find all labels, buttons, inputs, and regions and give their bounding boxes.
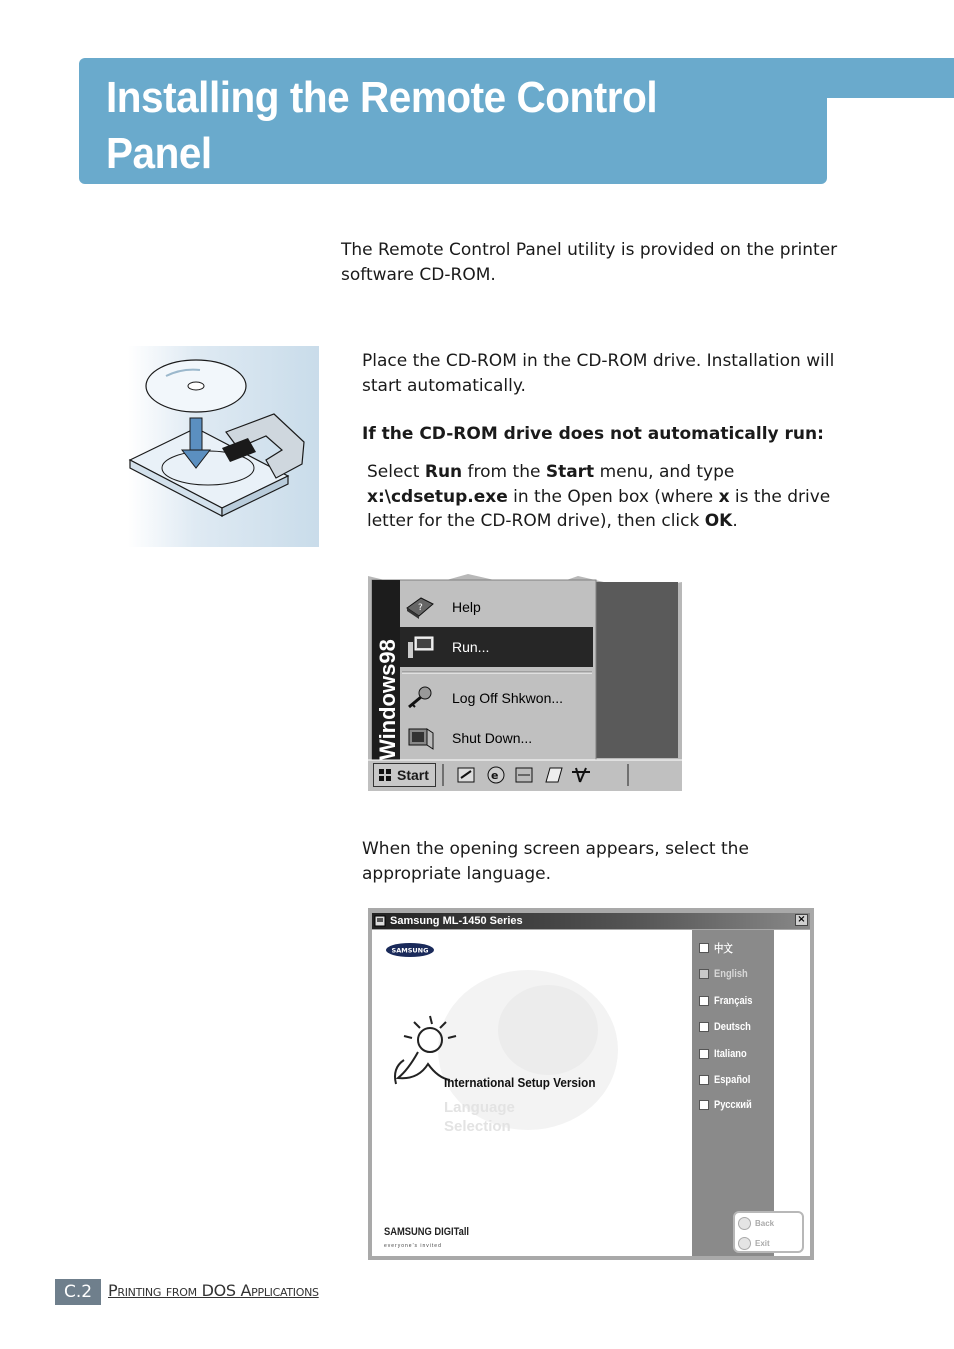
exit-door-icon — [738, 1237, 751, 1250]
svg-text:?: ? — [418, 603, 423, 613]
language-option-italian[interactable] — [699, 1046, 753, 1062]
language-label: Deutsch — [714, 1021, 751, 1033]
close-button[interactable]: × — [795, 914, 808, 926]
run-icon — [400, 627, 440, 667]
installer-side-panel — [774, 930, 810, 1256]
installer-app-icon — [374, 915, 386, 927]
page-title — [106, 70, 750, 238]
language-label: 中文 — [714, 943, 733, 955]
checkbox[interactable] — [699, 1049, 709, 1059]
samsung-digitall-logo: SAMSUNG DIGITall — [384, 1226, 470, 1238]
intro-paragraph: The Remote Control Panel utility is provided on the printer software CD-ROM. — [341, 240, 838, 285]
samsung-logo — [385, 942, 435, 958]
windows98-sidebar-label: Windows98 — [375, 639, 400, 760]
desktop-icon[interactable] — [458, 768, 474, 782]
language-option-spanish[interactable] — [699, 1072, 757, 1088]
menu-item-label: Help — [452, 599, 481, 615]
checkbox[interactable] — [699, 969, 709, 979]
checkbox[interactable] — [699, 943, 709, 953]
back-arrow-icon — [738, 1217, 751, 1230]
page-number: C.2 — [55, 1279, 101, 1305]
menu-item-run[interactable] — [400, 627, 593, 667]
language-label: Español — [714, 1074, 751, 1086]
menu-item-shut-down[interactable] — [400, 718, 593, 758]
installer-window-title: Samsung ML-1450 Series — [390, 915, 523, 927]
exit-label: Exit — [755, 1238, 770, 1248]
log-off-key-icon — [400, 678, 440, 718]
internet-explorer-icon[interactable] — [488, 767, 504, 783]
command-term: x:\cdsetup.exe — [367, 486, 508, 507]
title-line-1: Installing the Remote Control Panel — [106, 73, 658, 178]
title-line-2: for DOS Users — [106, 185, 377, 234]
menu-item-label: Log Off Shkwon... — [452, 690, 564, 706]
language-label: English — [714, 968, 748, 980]
language-label: Français — [714, 995, 753, 1007]
start-label: Start — [397, 767, 429, 783]
language-option-french[interactable] — [699, 993, 759, 1009]
channels-icon[interactable] — [516, 768, 532, 782]
section-title: Printing from DOS Applications — [108, 1281, 319, 1300]
checkbox[interactable] — [699, 1022, 709, 1032]
windows-logo-icon — [377, 767, 393, 783]
step1-subheading: If the CD-ROM drive does not automatically run: — [362, 424, 824, 444]
language-label: Italiano — [714, 1048, 747, 1060]
shut-down-icon — [400, 718, 440, 758]
start-term: Start — [545, 462, 595, 482]
language-option-russian[interactable] — [699, 1097, 758, 1113]
quick-launch-toolbar — [454, 764, 604, 786]
back-button[interactable] — [738, 1215, 774, 1231]
language-option-english[interactable] — [699, 966, 754, 982]
checkbox[interactable] — [699, 1100, 709, 1110]
step1-paragraph: Place the CD-ROM in the CD-ROM drive. Installation will start automatically. — [362, 351, 835, 396]
exit-button[interactable] — [738, 1235, 770, 1251]
checkbox[interactable] — [699, 1075, 709, 1085]
checkbox[interactable] — [699, 996, 709, 1006]
windows-update-icon[interactable] — [572, 768, 590, 782]
step1-instruction: Select Run from the Start menu, and type x:\cdsetup.exe in the Open box (where x is the drive letter for the CD-ROM drive), then click OK. — [367, 462, 831, 531]
language-selection-heading: Language Selection — [444, 1099, 515, 1135]
ok-term: OK — [704, 511, 733, 531]
outlook-icon[interactable] — [546, 768, 562, 782]
menu-item-label: Run... — [452, 639, 490, 655]
setup-version-title: International Setup Version — [444, 1075, 596, 1090]
help-book-icon — [400, 587, 440, 627]
run-term: Run — [424, 462, 463, 482]
menu-item-label: Shut Down... — [452, 730, 533, 746]
start-button[interactable] — [373, 763, 436, 787]
cd-rom-drive-illustration — [126, 356, 316, 526]
language-option-chinese[interactable] — [699, 940, 736, 956]
samsung-tagline: everyone's invited — [384, 1243, 442, 1249]
svg-text:SAMSUNG: SAMSUNG — [391, 946, 429, 955]
back-label: Back — [755, 1218, 775, 1228]
svg-text:e: e — [491, 769, 499, 782]
drive-letter-term: x — [718, 486, 730, 507]
menu-item-help[interactable] — [400, 587, 593, 627]
banner-strip — [810, 58, 954, 98]
language-label: Русский — [714, 1099, 752, 1111]
step2-paragraph: When the opening screen appears, select the appropriate language. — [362, 839, 749, 884]
language-option-german[interactable] — [699, 1019, 757, 1035]
menu-item-log-off[interactable] — [400, 678, 593, 718]
